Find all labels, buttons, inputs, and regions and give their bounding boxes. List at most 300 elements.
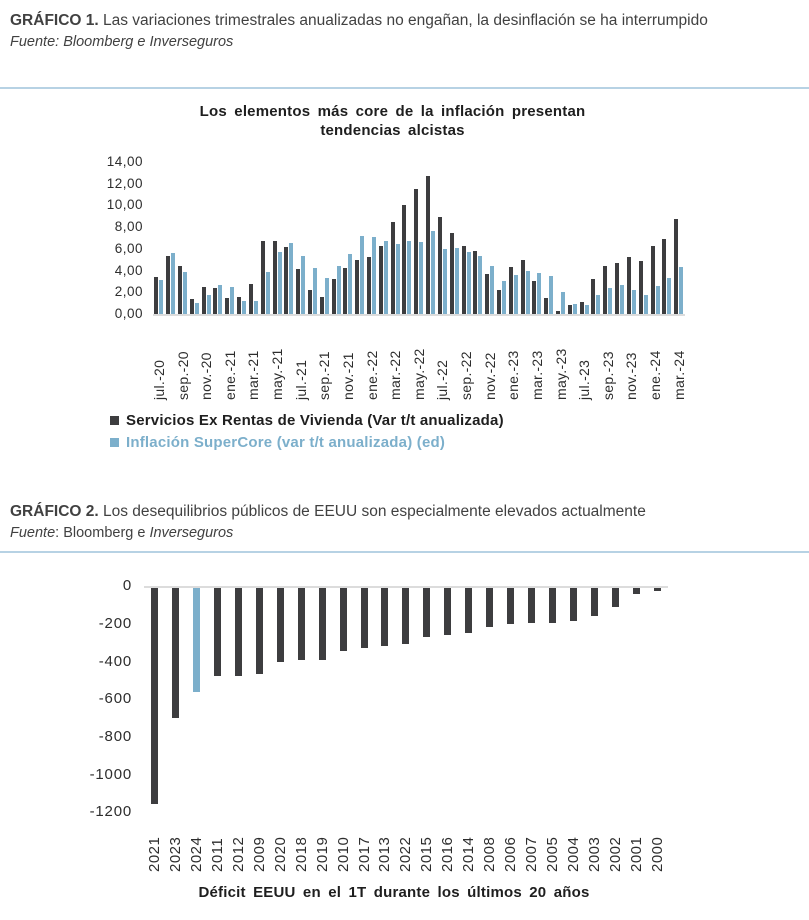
chart2-bar-group-2013: [374, 588, 395, 646]
chart2-bottom-title: Déficit EEUU en el 1T durante los últimos 20 años: [198, 883, 590, 901]
chart2-y-tick-label: -1200: [89, 803, 132, 821]
legend-label-supercore: Inflación SuperCore (var t/t anualizada) (ed): [126, 433, 446, 451]
source-mid: : Bloomberg e: [55, 524, 150, 541]
chart2-bar-group-2023: [165, 588, 186, 718]
chart1-bar: [573, 304, 577, 314]
chart2-bar-group-2015: [416, 588, 437, 637]
chart2-bar: [612, 588, 619, 607]
chart2-bar-group-2022: [395, 588, 416, 644]
chart2-bar-group-2010: [333, 588, 354, 651]
chart1-x-tick-label: ene.-22: [363, 350, 380, 400]
chart2-x-axis: [144, 816, 668, 872]
chart1-bar: [301, 256, 305, 314]
chart1-x-tick-slot: [198, 316, 215, 400]
chart1-bar: [667, 278, 671, 314]
chart2-bar: [298, 588, 305, 661]
chart2-bar: [465, 588, 472, 633]
chart1-bar-group-nov.-23: [626, 162, 638, 314]
chart1-bar: [644, 295, 648, 314]
chart2-x-tick-slot: [186, 816, 207, 872]
chart1-bar-group-ene.-23: [507, 162, 519, 314]
chart2-bar: [277, 588, 284, 662]
grafico2-heading-text: Los desequilibrios públicos de EEUU son especialmente elevados actualmente: [98, 502, 646, 520]
chart2-bar: [172, 588, 179, 718]
chart2-bar: [633, 588, 640, 594]
chart1-bar: [443, 249, 447, 314]
chart2-x-tick-slot: [458, 816, 479, 872]
chart1-bar: [561, 292, 565, 314]
chart2-x-tick-slot: [542, 816, 563, 872]
chart1-bar: [360, 236, 364, 314]
chart1-x-tick-label: nov.-21: [339, 352, 356, 400]
chart1-bar: [320, 297, 324, 314]
chart2-bar: [486, 588, 493, 628]
chart1-bar-group-feb.-24: [661, 162, 673, 314]
chart1-x-tick-slot: [292, 316, 309, 400]
chart2-x-tick-label: 2004: [565, 836, 583, 872]
chart1-bar: [195, 303, 199, 314]
chart1-bar-group-jul.-20: [153, 162, 165, 314]
chart2-x-tick-label: 2022: [397, 836, 415, 872]
chart1-bar: [568, 305, 572, 314]
chart1-bar: [254, 301, 258, 314]
chart1-bar: [674, 219, 678, 314]
chart1-x-tick-slot: [316, 316, 333, 400]
chart1-bar-group-oct.-20: [188, 162, 200, 314]
chart2-bar-group-2018: [291, 588, 312, 661]
chart2-x-tick-slot: [354, 816, 375, 872]
chart2-y-tick-label: -1000: [89, 765, 132, 783]
chart1-x-tick-slot: [458, 316, 475, 400]
chart2-x-tick-label: 2013: [376, 836, 394, 872]
chart1-title-line1: Los elementos más core de la inflación presentan: [199, 102, 586, 120]
chart1-bar-group-mar.-21: [248, 162, 260, 314]
chart1-x-tick-slot: [245, 316, 262, 400]
grafico1-heading-number: GRÁFICO 1.: [10, 12, 99, 29]
chart1-bar-group-dic.-21: [354, 162, 366, 314]
chart1-bar-group-sep.-21: [318, 162, 330, 314]
chart2-x-tick-slot: [207, 816, 228, 872]
chart1-bar-group-ago.-20: [165, 162, 177, 314]
chart1-y-tick-label: 6,00: [114, 240, 143, 256]
chart1-bar-group-abr.-22: [401, 162, 413, 314]
chart1-bar: [438, 217, 442, 314]
chart1-bar: [544, 298, 548, 314]
chart2-x-tick-slot: [249, 816, 270, 872]
chart2-x-tick-label: 2003: [585, 836, 603, 872]
chart2-x-tick-label: 2009: [250, 836, 268, 872]
chart1-bar-group-oct.-22: [472, 162, 484, 314]
chart1-bar-group-nov.-22: [484, 162, 496, 314]
chart1-bar: [337, 266, 341, 314]
chart1-bar: [343, 268, 347, 314]
chart1-bar-group-sep.-20: [177, 162, 189, 314]
chart1-bar-group-ago.-23: [590, 162, 602, 314]
chart2-bar-group-2007: [521, 588, 542, 623]
chart1-bar: [632, 290, 636, 314]
chart1-bar: [556, 311, 560, 314]
chart2-bar-group-2014: [458, 588, 479, 633]
chart2-bar: [402, 588, 409, 644]
grafico2-source: [10, 523, 799, 543]
chart2-x-tick-slot: [563, 816, 584, 872]
chart1-bar: [202, 287, 206, 314]
chart2-x-tick-label: 2015: [418, 836, 436, 872]
chart2-x-tick-label: 2011: [208, 837, 226, 872]
chart2-bar-group-2009: [249, 588, 270, 674]
chart2-x-tick-slot: [584, 816, 605, 872]
grafico1-header: [10, 10, 799, 52]
chart2-bar-group-2024: [186, 588, 207, 693]
chart1-bar: [591, 279, 595, 314]
chart1-x-tick-label: sep.-20: [174, 351, 191, 400]
chart1-bar-group-feb.-21: [236, 162, 248, 314]
chart2-x-tick-slot: [270, 816, 291, 872]
chart1-bar-group-jul.-23: [578, 162, 590, 314]
chart1-x-tick-label: ene.-21: [221, 350, 238, 400]
chart2-x-tick-slot: [144, 816, 165, 872]
chart1-bar: [218, 285, 222, 314]
chart1-bar: [615, 263, 619, 314]
chart2-x-tick-label: 2020: [271, 836, 289, 872]
chart1-bar: [171, 253, 175, 314]
chart1-bar: [407, 241, 411, 314]
chart2-bar-group-2004: [563, 588, 584, 622]
chart1-bar: [596, 295, 600, 314]
chart2-x-tick-label: 2014: [460, 836, 478, 872]
chart1-bar: [207, 295, 211, 314]
chart1-bar: [608, 288, 612, 314]
chart1-x-tick-label: ene.-24: [647, 350, 664, 400]
chart2-bar-group-2001: [626, 588, 647, 594]
chart2-y-axis: [76, 577, 136, 821]
chart1-bar-group-ene.-24: [649, 162, 661, 314]
chart1-bar: [379, 246, 383, 314]
chart1-x-tick-slot: [505, 316, 522, 400]
chart2-x-tick-label: 2023: [166, 836, 184, 872]
chart1-x-tick-label: sep.-21: [316, 351, 333, 400]
chart1-x-tick-label: nov.-22: [481, 352, 498, 400]
chart1-bar: [261, 241, 265, 314]
chart1-bar: [230, 287, 234, 314]
chart2-bar-group-2019: [312, 588, 333, 660]
chart1-y-tick-label: 12,00: [106, 175, 143, 191]
chart1-bar-group-jul.-22: [437, 162, 449, 314]
grafico1-source: [10, 32, 799, 52]
chart2-y-tick-label: 0: [122, 577, 132, 595]
chart1-bar: [467, 252, 471, 314]
chart1-legend: [110, 412, 685, 451]
chart1-bar: [450, 233, 454, 314]
source-firm: Inverseguros: [149, 524, 234, 541]
chart2-x-tick-slot: [312, 816, 333, 872]
chart1-x-tick-slot: [552, 316, 569, 400]
chart1-bar: [355, 260, 359, 314]
chart2-x-tick-slot: [605, 816, 626, 872]
chart1-x-tick-slot: [410, 316, 427, 400]
source-label: Fuente: [10, 524, 56, 541]
chart2-x-tick-slot: [395, 816, 416, 872]
chart1-bar: [431, 231, 435, 314]
chart2-x-tick-label: 2010: [334, 836, 352, 872]
chart1-bar-group-sep.-22: [460, 162, 472, 314]
chart2-bar-group-2005: [542, 588, 563, 623]
chart1-x-tick-label: may.-21: [269, 348, 286, 400]
chart1-x-tick-slot: [150, 316, 167, 400]
chart1-bar: [308, 290, 312, 314]
chart2-bar-group-2012: [228, 588, 249, 676]
chart1-bar-group-oct.-21: [330, 162, 342, 314]
chart2-x-tick-slot: [521, 816, 542, 872]
chart2-bar: [381, 588, 388, 646]
chart1-bar: [332, 279, 336, 314]
chart1-bar: [620, 285, 624, 314]
chart1-bar-group-jun.-22: [425, 162, 437, 314]
chart2-x-tick-label: 2005: [544, 836, 562, 872]
chart1-x-tick-slot: [528, 316, 545, 400]
chart2-x-tick-label: 2018: [292, 836, 310, 872]
chart2-bar-group-2006: [500, 588, 521, 624]
chart2-bar-group-2002: [605, 588, 626, 607]
chart1-bar: [402, 205, 406, 314]
chart1-bar: [237, 297, 241, 314]
chart2-y-tick-label: -200: [98, 615, 132, 633]
chart1-x-tick-label: nov.-23: [623, 352, 640, 400]
chart1-y-tick-label: 10,00: [106, 197, 143, 213]
chart1-bar-group-jul.-21: [295, 162, 307, 314]
chart2-bar: [214, 588, 221, 677]
chart1-bar: [367, 257, 371, 314]
chart2-x-tick-label: 2012: [229, 836, 247, 872]
chart1-x-tick-slot: [623, 316, 640, 400]
chart2-x-tick-slot: [416, 816, 437, 872]
chart1-x-tick-label: jul.-22: [434, 359, 451, 400]
chart2-x-tick-label: 2006: [502, 836, 520, 872]
chart2-y-tick-label: -800: [98, 728, 132, 746]
chart1-bar: [284, 247, 288, 314]
chart1-bar-group-feb.-22: [377, 162, 389, 314]
chart1-x-tick-label: jul.-23: [576, 359, 593, 400]
chart1-x-axis: [150, 316, 687, 400]
chart1-bar: [651, 246, 655, 314]
chart2: [76, 577, 676, 901]
chart2-bar: [193, 588, 200, 693]
chart2-bar-group-2000: [647, 588, 668, 591]
chart2-x-tick-label: 2000: [648, 836, 666, 872]
chart2-bar: [654, 588, 661, 591]
chart1-bar: [490, 266, 494, 314]
chart1-x-tick-slot: [269, 316, 286, 400]
chart1-bar: [266, 272, 270, 314]
chart2-bar-group-2008: [479, 588, 500, 628]
chart1-x-tick-slot: [434, 316, 451, 400]
chart2-x-tick-label: 2021: [145, 836, 163, 872]
chart1-bar: [532, 281, 536, 314]
chart2-x-tick-label: 2024: [187, 836, 205, 872]
chart1-bar: [478, 256, 482, 314]
chart1-bar: [396, 244, 400, 314]
chart1-bar-group-dic.-23: [637, 162, 649, 314]
chart1-bar: [384, 241, 388, 314]
grafico2-header: [10, 501, 799, 543]
chart2-x-tick-slot: [228, 816, 249, 872]
chart2-bar: [528, 588, 535, 623]
chart2-x-tick-label: 2007: [523, 836, 541, 872]
chart1-bar: [242, 301, 246, 314]
chart1-bar: [521, 260, 525, 314]
legend-item-supercore: [110, 434, 685, 451]
chart1-x-tick-label: may.-22: [410, 348, 427, 400]
chart1-bar-group-ene.-21: [224, 162, 236, 314]
chart2-bar: [444, 588, 451, 635]
legend-swatch-blue: [110, 438, 119, 447]
chart1-bar-group-nov.-20: [200, 162, 212, 314]
chart2-bar: [549, 588, 556, 623]
chart1-y-tick-label: 4,00: [114, 262, 143, 278]
chart2-x-tick-slot: [647, 816, 668, 872]
chart2-bar: [423, 588, 430, 637]
chart1-bar-group-abr.-21: [259, 162, 271, 314]
chart1-y-tick-label: 8,00: [114, 219, 143, 235]
chart1-plot: [153, 162, 685, 316]
chart1-bar-group-ago.-21: [307, 162, 319, 314]
section-divider: [0, 551, 809, 553]
chart1-x-tick-label: mar.-23: [528, 350, 545, 400]
section-divider: [0, 87, 809, 89]
chart2-x-tick-slot: [479, 816, 500, 872]
chart1-bar: [289, 243, 293, 314]
chart1-x-tick-slot: [387, 316, 404, 400]
chart2-x-tick-slot: [374, 816, 395, 872]
chart1-bar-group-sep.-23: [602, 162, 614, 314]
legend-label-servicios: Servicios Ex Rentas de Vivienda (Var t/t anualizada): [126, 411, 504, 429]
chart2-x-tick-label: 2002: [606, 836, 624, 872]
chart2-x-tick-slot: [165, 816, 186, 872]
chart1-bar: [213, 288, 217, 314]
chart2-bar-group-2017: [354, 588, 375, 648]
chart1-x-tick-slot: [599, 316, 616, 400]
chart2-plot: [144, 586, 668, 814]
chart1-bar: [526, 271, 530, 314]
chart1-bar: [348, 254, 352, 314]
chart2-x-tick-slot: [437, 816, 458, 872]
chart2-x-tick-slot: [291, 816, 312, 872]
chart2-x-tick-label: 2008: [481, 836, 499, 872]
chart1-bar: [426, 176, 430, 314]
chart1-x-tick-label: jul.-20: [150, 359, 167, 400]
grafico1-heading-text: Las variaciones trimestrales anualizadas no engañan, la desinflación se ha interrumpido: [98, 12, 708, 29]
chart2-x-tick-label: 2001: [627, 836, 645, 872]
chart1-x-tick-slot: [670, 316, 687, 400]
chart1-bar-group-ago.-22: [448, 162, 460, 314]
chart1-bar-group-may.-23: [555, 162, 567, 314]
chart1-bar-group-abr.-23: [543, 162, 555, 314]
chart2-bar: [570, 588, 577, 622]
chart1-bar: [580, 302, 584, 314]
chart1-bar-group-mar.-24: [673, 162, 685, 314]
source-firm: Inverseguros: [149, 33, 234, 50]
chart1-bar: [497, 290, 501, 314]
chart1-bar: [679, 267, 683, 314]
chart2-x-tick-label: 2016: [439, 836, 457, 872]
chart1-bar: [313, 268, 317, 314]
chart1-y-axis: [100, 153, 145, 321]
chart2-bar-group-2011: [207, 588, 228, 677]
grafico2-heading: [10, 501, 799, 523]
chart1-x-tick-label: mar.-21: [245, 350, 262, 400]
chart1-bar: [419, 242, 423, 314]
chart1-bar: [603, 266, 607, 314]
chart1-bar: [502, 281, 506, 314]
chart1-x-tick-label: sep.-23: [599, 351, 616, 400]
chart1-bar: [154, 277, 158, 314]
chart1-x-tick-label: mar.-22: [387, 350, 404, 400]
chart1-bar: [372, 237, 376, 314]
chart1-bar-group-dic.-22: [496, 162, 508, 314]
chart1-body: [100, 153, 685, 321]
chart2-y-tick-label: -400: [98, 652, 132, 670]
chart1-bar: [325, 278, 329, 314]
chart1-x-tick-label: ene.-23: [505, 350, 522, 400]
chart1-x-tick-label: mar.-24: [670, 350, 687, 400]
chart1-bar-group-nov.-21: [342, 162, 354, 314]
chart2-y-tick-label: -600: [98, 690, 132, 708]
chart1-bar: [462, 246, 466, 314]
chart1-y-tick-label: 14,00: [106, 153, 143, 169]
chart1-x-tick-label: may.-23: [552, 348, 569, 400]
chart1-x-tick-slot: [576, 316, 593, 400]
chart1-bar-group-feb.-23: [519, 162, 531, 314]
chart2-x-tick-slot: [626, 816, 647, 872]
chart1-bar: [662, 239, 666, 314]
grafico1-heading: [10, 10, 799, 32]
chart1-x-tick-slot: [647, 316, 664, 400]
chart1-x-tick-slot: [481, 316, 498, 400]
chart1-bar: [509, 267, 513, 314]
chart2-bar: [591, 588, 598, 616]
chart2-bar: [361, 588, 368, 648]
chart1-bar-group-mar.-23: [531, 162, 543, 314]
chart2-x-tick-label: 2019: [313, 836, 331, 872]
chart1-bar: [656, 286, 660, 314]
chart1-bar: [296, 269, 300, 314]
chart1-bar: [278, 252, 282, 314]
chart1-y-tick-label: 0,00: [114, 305, 143, 321]
legend-item-servicios: [110, 412, 685, 429]
chart1-bar-group-may.-21: [271, 162, 283, 314]
chart1-bar: [249, 284, 253, 314]
chart1-bar: [225, 298, 229, 314]
chart2-bar: [235, 588, 242, 676]
chart2-bar: [507, 588, 514, 624]
chart1-x-tick-label: sep.-22: [458, 351, 475, 400]
chart1-x-tick-slot: [174, 316, 191, 400]
chart2-bar: [319, 588, 326, 660]
chart2-x-tick-label: 2017: [355, 836, 373, 872]
chart1-bar: [273, 241, 277, 314]
grafico2-heading-number: GRÁFICO 2.: [10, 502, 99, 520]
chart1-bar-group-ene.-22: [366, 162, 378, 314]
chart1-bar: [473, 251, 477, 314]
chart2-x-tick-slot: [500, 816, 521, 872]
chart1-bar: [455, 248, 459, 314]
chart1-x-tick-label: nov.-20: [198, 352, 215, 400]
chart2-x-tick-slot: [333, 816, 354, 872]
chart1-title-line2: tendencias alcistas: [320, 122, 465, 140]
chart1-bar: [159, 280, 163, 314]
chart1-bar-group-jun.-23: [566, 162, 578, 314]
chart1-bar: [627, 257, 631, 314]
